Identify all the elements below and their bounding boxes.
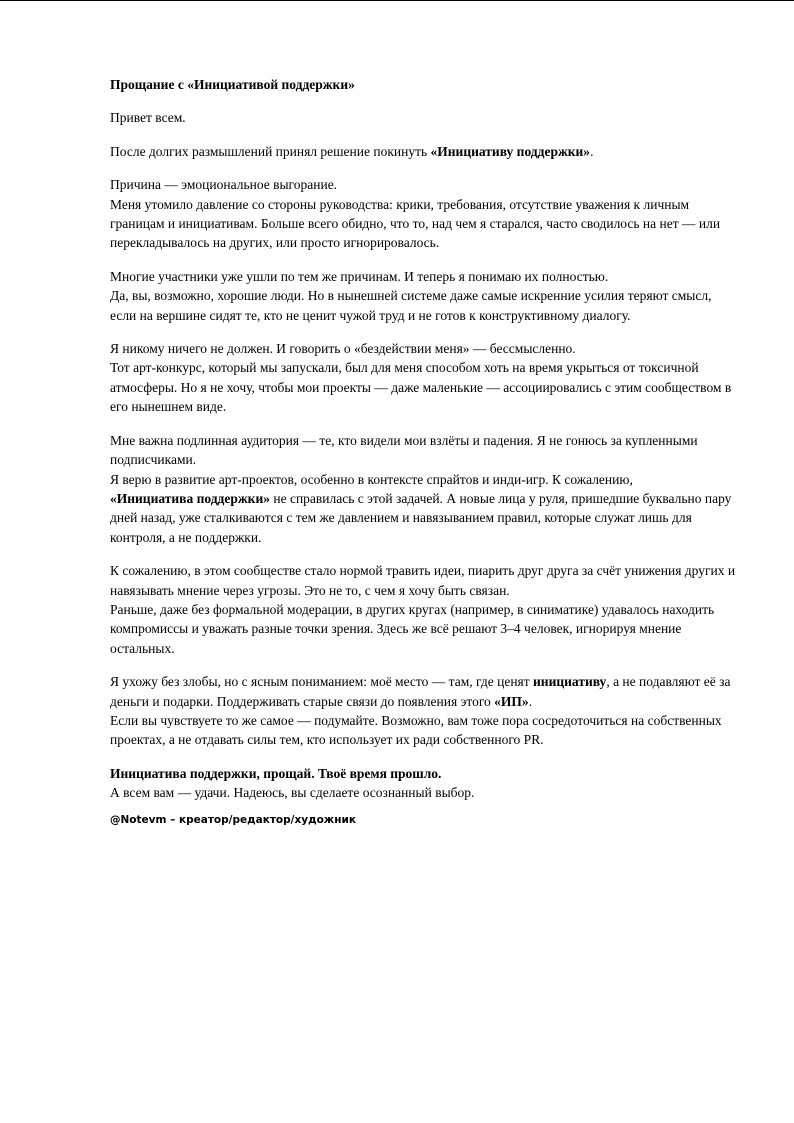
paragraph-reason-line-1: Причина — эмоциональное выгорание. [110, 177, 338, 193]
intro-paragraph [110, 142, 740, 161]
paragraph-leaving [110, 672, 740, 750]
paragraph-farewell [110, 764, 740, 803]
paragraph-reason-line-2: Меня утомило давление со стороны руководства: крики, требования, отсутствие уважения к личным границам и инициативам. Больше всего обидно, что то, над чем я старался, часто сводилось на нет — или перекладывалось на других, или просто игнорировалось. [110, 196, 721, 251]
intro-suffix: . [590, 143, 594, 159]
paragraph-audience-line-2: Я верю в развитие арт-проектов, особенно в контексте спрайтов и инди-игр. К сожалению, [110, 471, 633, 487]
greeting: Привет всем. [110, 110, 186, 126]
paragraph-leaving-text-c: , а не подавляют её за деньги и подарки. Поддерживать старые связи до появления этого [110, 674, 731, 709]
paragraph-contest-line-1: Я никому ничего не должен. И говорить о «бездействии меня» — бессмысленно. [110, 341, 576, 357]
paragraph-leaving-text-a: Я ухожу без злобы, но с ясным пониманием: моё место — там, где ценят [110, 674, 534, 690]
paragraph-contest [110, 339, 740, 417]
paragraph-community-line-1: К сожалению, в этом сообществе стало нормой травить идеи, пиарить друг друга за счёт унижения других и навязывать мнение через угрозы. Это не то, с чем я хочу быть связан. [110, 563, 736, 598]
paragraph-community-line-2: Раньше, даже без формальной модерации, в других кругах (например, в синиматике) удавалось находить компромиссы и уважать разные точки зрения. Здесь же всё решают 3–4 человек, игнорируя мнение остальных. [110, 601, 715, 656]
paragraph-audience-line-1: Мне важна подлинная аудитория — те, кто видели мои взлёты и падения. Я не гонюсь за купленными подписчиками. [110, 432, 698, 468]
paragraph-community [110, 561, 740, 658]
farewell-bold: Инициатива поддержки, прощай. Твоё время прошло. [110, 765, 442, 781]
intro-text: После долгих размышлений принял решение покинуть [110, 143, 431, 159]
paragraph-audience-bold-name: «Инициатива поддержки» [110, 490, 270, 506]
paragraph-leaving-line-1 [110, 672, 740, 711]
paragraph-contest-line-2: Тот арт-конкурс, который мы запускали, был для меня способом хоть на время укрыться от токсичной атмосферы. Но я не хочу, чтобы мои проекты — даже маленькие — ассоциировались с этим сообществом в его нынешнем виде. [110, 360, 732, 415]
paragraph-others [110, 267, 740, 325]
farewell-line: А всем вам — удачи. Надеюсь, вы сделаете осознанный выбор. [110, 785, 475, 801]
paragraph-leaving-bold-ip: «ИП» [494, 693, 529, 709]
paragraph-audience [110, 431, 740, 547]
paragraph-others-line-1: Многие участники уже ушли по тем же причинам. И теперь я понимаю их полностью. [110, 268, 609, 284]
paragraph-reason [110, 175, 740, 253]
paragraph-leaving-line-2: Если вы чувствуете то же самое — подумайте. Возможно, вам тоже пора сосредоточиться на собственных проектах, а не отдавать силы тем, кто использует их ради собственного PR. [110, 712, 722, 748]
paragraph-leaving-text-e: . [528, 693, 533, 709]
intro-bold-name: «Инициативу поддержки» [430, 143, 591, 159]
document-title: Прощание с «Инициативой поддержки» [110, 77, 355, 92]
document-body [110, 75, 740, 827]
paragraph-audience-line-3 [110, 489, 740, 547]
paragraph-leaving-bold-initiative: инициативу [533, 674, 607, 690]
paragraph-others-line-2: Да, вы, возможно, хорошие люди. Но в нынешней системе даже самые искренние усилия теряют смысл, если на вершине сидят те, кто не ценит чужой труд и не готов к конструктивному диалогу. [110, 288, 712, 323]
paragraph-audience-line-3-text: не справилась с этой задачей. А новые лица у руля, пришедшие буквально пару дней назад, уже сталкиваются с тем же давлением и навязыванием правил, которые служат лишь для контроля, а не поддержки. [110, 490, 732, 545]
author-signature: @Notevm – креатор/редактор/художник [110, 813, 356, 826]
